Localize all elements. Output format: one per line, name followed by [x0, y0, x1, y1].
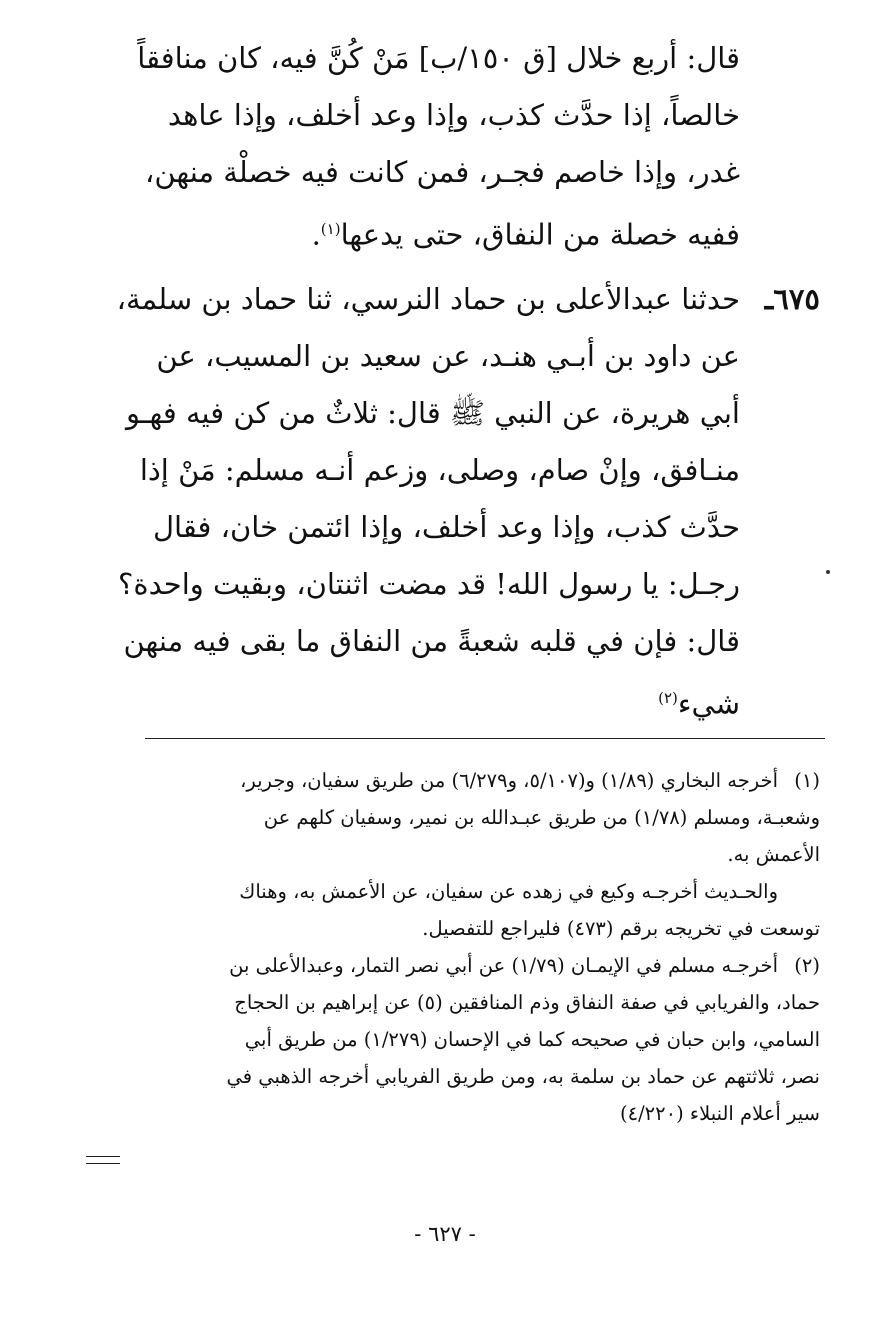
text-line-content: شيء — [677, 686, 740, 721]
continuation-rule — [86, 1156, 120, 1164]
margin-dot — [826, 570, 830, 574]
text-line: خالصاً، إذا حدَّث كذب، وإذا وعد أخلف، وإذا عاهد — [167, 98, 740, 132]
footnote-2 — [100, 947, 820, 1132]
hadith-body — [100, 271, 740, 727]
text-line: حدثنا عبدالأعلى بن حماد النرسي، ثنا حماد بن سلمة، — [116, 282, 740, 316]
footnote-line: توسعت في تخريجه برقم (٤٧٣) فليراجع للتفصيل. — [422, 917, 820, 940]
text-line: منـافق، وإنْ صام، وصلى، وزعم أنـه مسلم: مَنْ إذا — [139, 453, 740, 487]
footnote-line: حماد، والفريابي في صفة النفاق وذم المنافقين (٥) عن إبراهيم بن الحجاج — [234, 991, 820, 1014]
text-line-content: ففيه خصلة من النفاق، حتى يدعها — [340, 217, 740, 252]
footnote-line: أخرجه البخاري (١/٨٩) و(٥/١٠٧، و٦/٢٧٩) من طريق سفيان، وجرير، — [240, 769, 778, 792]
footnote-number: (١) — [794, 769, 820, 792]
footnote-line: نصر، ثلاثتهم عن حماد بن سلمة به، ومن طريق الفريابي أخرجه الذهبي في — [226, 1065, 820, 1088]
footnote-line: أخرجـه مسلم في الإيمـان (١/٧٩) عن أبي نصر التمار، وعبدالأعلى بن — [229, 954, 778, 977]
text-line — [100, 201, 740, 258]
footnote-line: سير أعلام النبلاء (٤/٢٢٠) — [620, 1102, 820, 1125]
footnote-1 — [100, 762, 820, 947]
footnote-number: (٢) — [794, 954, 820, 977]
footnote-line: السامي، وابن حبان في صحيحه كما في الإحسان (١/٢٧٩) من طريق أبي — [244, 1028, 820, 1051]
text-line — [100, 670, 740, 727]
text-line: عن داود بن أبـي هنـد، عن سعيد بن المسيب، عن — [156, 339, 740, 373]
top-paragraph — [100, 30, 740, 258]
page-number: - ٦٢٧ - — [414, 1222, 476, 1246]
text-line: قال: أربع خلال [ق ١٥٠/ب] مَنْ كُنَّ فيه، كان منافقاً — [137, 41, 740, 75]
footnote-divider — [145, 738, 825, 739]
footnote-line: والحـديث أخرجـه وكيع في زهده عن سفيان، عن الأعمش به، وهناك — [239, 880, 778, 903]
text-line: رجـل: يا رسول الله! قد مضت اثنتان، وبقيت واحدة؟ — [118, 567, 740, 601]
footnote-ref-1: (١) — [320, 220, 341, 238]
footnotes-section — [100, 762, 820, 1132]
text-line: قال: فإن في قلبه شعبةً من النفاق ما بقى فيه منهن — [123, 624, 740, 658]
text-line: غدر، وإذا خاصم فجـر، فمن كانت فيه خصلْة منهن، — [144, 155, 740, 189]
end-punctuation: . — [311, 217, 321, 252]
footnote-ref-2: (٢) — [658, 689, 678, 707]
footnote-line: الأعمش به. — [727, 843, 820, 866]
hadith-number: ٦٧٥ـ — [764, 282, 820, 316]
text-line: حدَّث كذب، وإذا وعد أخلف، وإذا ائتمن خان، فقال — [152, 510, 740, 544]
footnote-line: وشعبـة، ومسلم (١/٧٨) من طريق عبـدالله بن نمير، وسفيان كلهم عن — [263, 806, 820, 829]
text-line: أبي هريرة، عن النبي ﷺ قال: ثلاثٌ من كن فيه فهـو — [126, 396, 740, 430]
